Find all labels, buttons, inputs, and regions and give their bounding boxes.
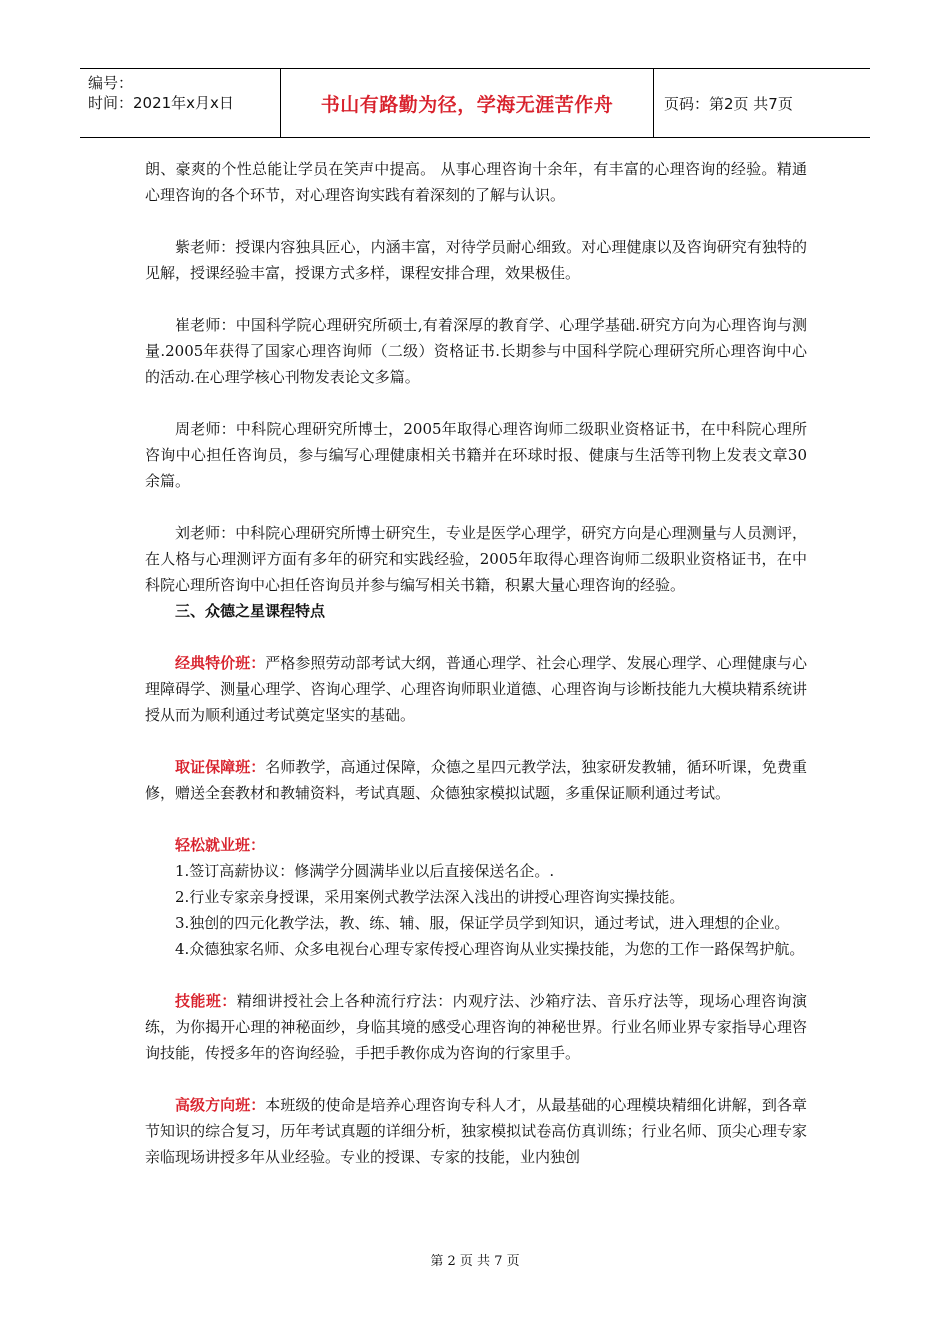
advanced-class-label: 高级方向班： <box>175 1096 266 1114</box>
list-item: 1.签订高薪协议：修满学分圆满毕业以后直接保送名企。. <box>175 862 555 880</box>
page-header <box>80 68 870 138</box>
guarantee-class-label: 取证保障班： <box>175 758 266 776</box>
header-motto: 书山有路勤为径，学海无涯苦作舟 <box>281 69 654 137</box>
time-line: 时间：2021年x月x日 <box>88 94 234 112</box>
paragraph-classic-class <box>145 650 807 728</box>
list-item: 2.行业专家亲身授课，采用案例式教学法深入浅出的讲授心理咨询实操技能。 <box>175 888 685 906</box>
advanced-class-text: 本班级的使命是培养心理咨询专科人才，从最基础的心理模块精细化讲解，到各章节知识的综合复习，历年考试真题的详细分析，独家模拟试卷高仿真训练；行业名师、顶尖心理专家亲临现场讲授多年从业经验。专业的授课、专家的技能，业内独创 <box>145 1096 807 1166</box>
classic-class-text: 严格参照劳动部考试大纲，普通心理学、社会心理学、发展心理学、心理健康与心理障碍学、测量心理学、咨询心理学、心理咨询师职业道德、心理咨询与诊断技能九大模块精系统讲授从而为顺利通过考试奠定坚实的基础。 <box>145 654 807 724</box>
skill-class-label: 技能班： <box>175 992 237 1010</box>
paragraph-advanced-class <box>145 1092 807 1170</box>
paragraph-intro-continued: 朗、豪爽的个性总能让学员在笑声中提高。 从事心理咨询十余年，有丰富的心理咨询的经验。精通心理咨询的各个环节，对心理咨询实践有着深刻的了解与认识。 <box>145 160 807 204</box>
paragraph-teacher-cui: 崔老师：中国科学院心理研究所硕士,有着深厚的教育学、心理学基础.研究方向为心理咨询与测量.2005年获得了国家心理咨询师（二级）资格证书.长期参与中国科学院心理研究所心理咨询中心的活动.在心理学核心刊物发表论文多篇。 <box>145 316 807 386</box>
classic-class-label: 经典特价班： <box>175 654 266 672</box>
header-page-info: 页码：第2页 共7页 <box>664 94 793 113</box>
document-body <box>145 156 807 1170</box>
paragraph-teacher-zhou: 周老师：中科院心理研究所博士，2005年取得心理咨询师二级职业资格证书，在中科院心理所咨询中心担任咨询员，参与编写心理健康相关书籍并在环球时报、健康与生活等刊物上发表文章30余篇。 <box>145 420 807 490</box>
employment-class-label: 轻松就业班： <box>175 836 266 854</box>
paragraph-teacher-liu: 刘老师：中科院心理研究所博士研究生，专业是医学心理学，研究方向是心理测量与人员测评，在人格与心理测评方面有多年的研究和实践经验，2005年取得心理咨询师二级职业资格证书，在中科院心理所咨询中心担任咨询员并参与编写相关书籍，积累大量心理咨询的经验。 <box>145 524 807 594</box>
guarantee-class-text: 名师教学，高通过保障，众德之星四元教学法，独家研发教辅，循环听课，免费重修，赠送全套教材和教辅资料，考试真题、众德独家模拟试题，多重保证顺利通过考试。 <box>145 758 807 802</box>
header-meta <box>80 69 281 137</box>
page-footer: 第 2 页 共 7 页 <box>430 1254 520 1269</box>
section-heading: 三、众德之星课程特点 <box>175 602 326 620</box>
skill-class-text: 精细讲授社会上各种流行疗法：内观疗法、沙箱疗法、音乐疗法等，现场心理咨询演练，为你揭开心理的神秘面纱，身临其境的感受心理咨询的神秘世界。行业名师业界专家指导心理咨询技能，传授多年的咨询经验，手把手教你成为咨询的行家里手。 <box>145 992 807 1062</box>
list-item: 3.独创的四元化教学法，教、练、辅、服，保证学员学到知识，通过考试，进入理想的企业。 <box>175 914 790 932</box>
list-item: 4.众德独家名师、众多电视台心理专家传授心理咨询从业实操技能，为您的工作一路保驾护航。 <box>175 940 805 958</box>
employment-class-heading <box>145 832 807 858</box>
paragraph-teacher-zi: 紫老师：授课内容独具匠心，内涵丰富，对待学员耐心细致。对心理健康以及咨询研究有独特的见解，授课经验丰富，授课方式多样，课程安排合理，效果极佳。 <box>145 238 807 282</box>
paragraph-guarantee-class <box>145 754 807 806</box>
paragraph-skill-class <box>145 988 807 1066</box>
number-label: 编号： <box>88 74 134 92</box>
